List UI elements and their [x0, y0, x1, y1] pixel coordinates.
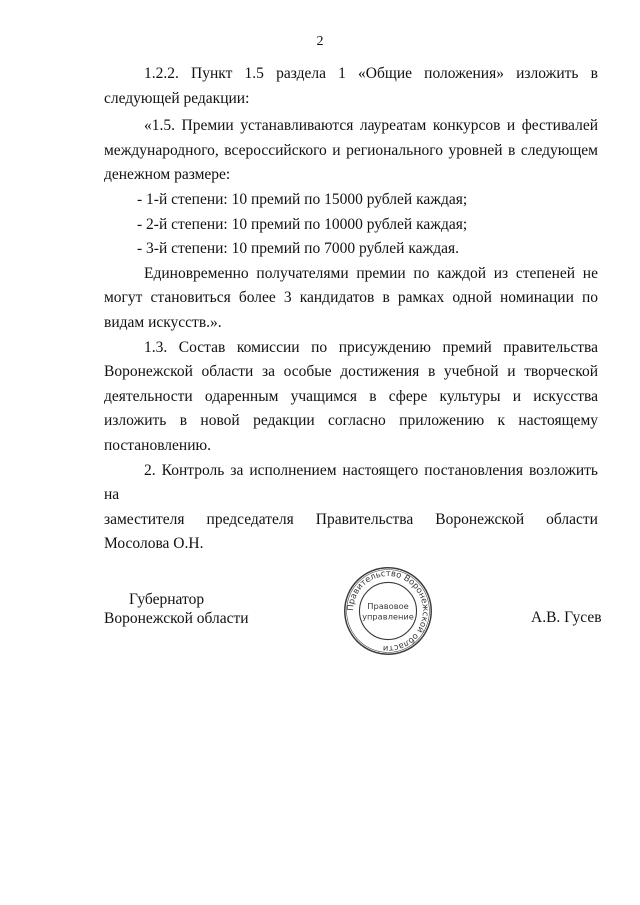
- paragraph-2: 2. Контроль за исполнением настоящего постановления возложить на: [104, 461, 598, 504]
- list-item-degree-1: - 1-й степени: 10 премий по 15000 рублей каждая;: [137, 190, 468, 208]
- deputy-line: [104, 508, 598, 533]
- signer-name: А.В. Гусев: [531, 609, 602, 626]
- paragraph-limit: Единовременно получателями премии по каждой из степеней не могут становиться более 3 кандидатов в рамках одной номинации по видам искусств.».: [104, 264, 598, 331]
- list-item-degree-2: - 2-й степени: 10 премий по 10000 рублей каждая;: [137, 215, 468, 233]
- page-number: 2: [316, 34, 324, 49]
- deputy-word: заместителя: [104, 510, 185, 528]
- paragraph-1-2-2: 1.2.2. Пункт 1.5 раздела 1 «Общие положения» изложить в следующей редакции:: [104, 65, 598, 107]
- paragraph-1-5: «1.5. Премии устанавливаются лауреатам конкурсов и фестивалей международного, всероссийского и регионального уровней в следующем денежном размере:: [104, 117, 598, 184]
- list-item-degree-3: - 3-й степени: 10 премий по 7000 рублей каждая.: [137, 240, 459, 258]
- signer-title: [104, 590, 249, 628]
- deputy-word: Воронежской: [435, 510, 525, 528]
- deputy-name: Мосолова О.Н.: [104, 535, 204, 553]
- deputy-word: Правительства: [315, 510, 414, 528]
- signer-title-line-2: Воронежской области: [104, 610, 249, 627]
- seal-stamp: [342, 565, 434, 657]
- signer-title-line-1: Губернатор: [129, 591, 205, 608]
- seal-ring-text: Правительство Воронежской области: [344, 568, 432, 655]
- document-body: [104, 62, 598, 557]
- seal-center-line-2: управление: [362, 611, 414, 622]
- deputy-word: области: [546, 510, 598, 528]
- paragraph-1-3: 1.3. Состав комиссии по присуждению премий правительства Воронежской области за особые достижения в учебной и творческой деятельности одаренным учащимся в сфере культуры и искусства изложить в новой редакции согласно приложению к настоящему постановлению.: [104, 338, 598, 454]
- seal-center-line-1: Правовое: [367, 601, 409, 612]
- deputy-word: председателя: [206, 510, 294, 528]
